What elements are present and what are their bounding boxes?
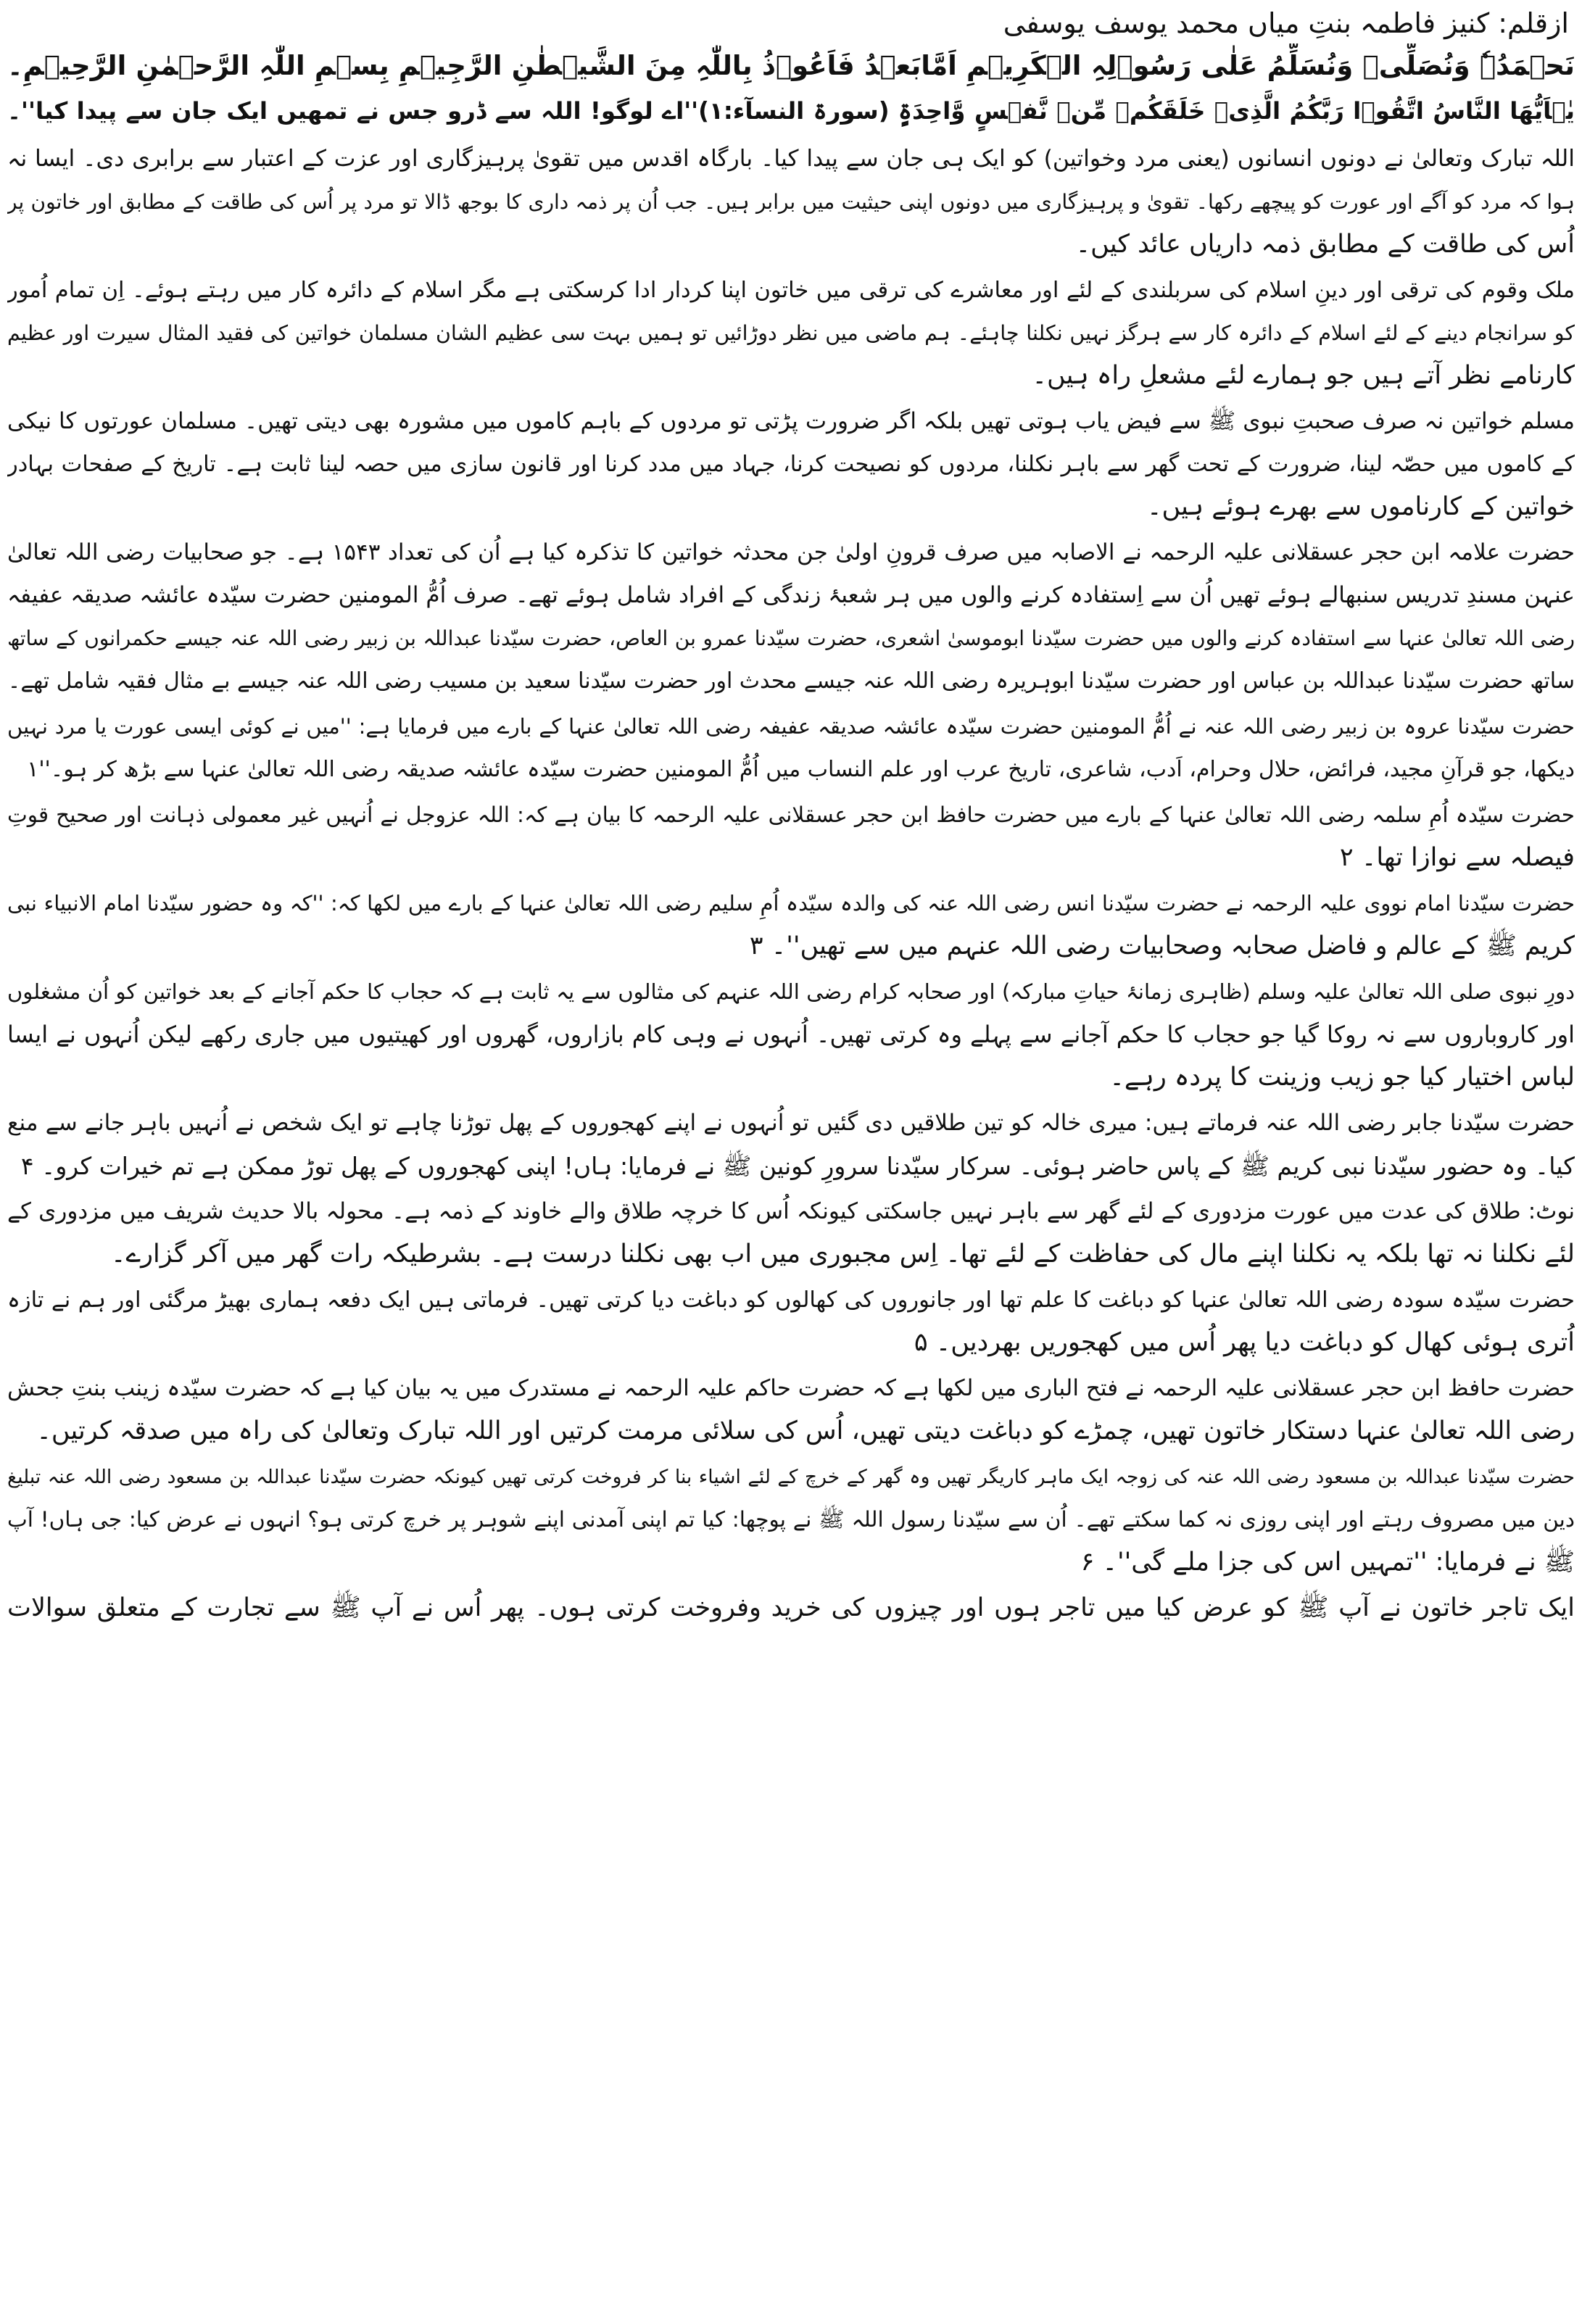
text-line: فیصلہ سے نوازا تھا۔ ۲ — [1339, 843, 1575, 872]
arabic-invocation-line: نَحۡمَدُہٗ وَنُصَلِّیۡ وَنُسَلِّمُ عَلٰی رَسُوۡلِہِ الۡکَرِیۡمِ اَمَّابَعۡدُ فَاَعُوۡذُ بِاللّٰہِ مِنَ الشَّیۡطٰنِ الرَّجِیۡمِ بِسۡمِ اللّٰہِ الرَّحۡمٰنِ الرَّحِیۡمِ۔ — [7, 50, 1575, 81]
paragraph-9 — [7, 1102, 1575, 1187]
text-line: رضی اللہ تعالیٰ عنہا دستکار خاتون تھیں، چمڑے کو دباغت دیتی تھیں، اُس کی سلائی مرمت کرتیں اور اللہ تبارک وتعالیٰ کی راہ میں صدقہ کرتیں۔ — [36, 1416, 1575, 1445]
paragraph-8 — [7, 971, 1575, 1099]
text-line: حضرت سیّدنا امام نووی علیہ الرحمہ نے حضرت سیّدنا انس رضی اللہ عنہ کی والدہ سیّدہ اُمِ سلیم رضی اللہ تعالیٰ عنہا کے بارے میں لکھا کہ: ''کہ وہ حضور سیّدنا امام الانبیاء نبی — [7, 891, 1575, 916]
text-line: کارنامے نظر آتے ہیں جو ہمارے لئے مشعلِ راہ ہیں۔ — [1032, 361, 1575, 390]
text-line: اُس کی طاقت کے مطابق ذمہ داریاں عائد کیں۔ — [1075, 230, 1575, 259]
paragraph-7 — [7, 882, 1575, 968]
paragraph-14 — [7, 1587, 1575, 1630]
text-line: ملک وقوم کی ترقی اور دینِ اسلام کی سربلندی کے لئے اور معاشرے کی ترقی میں خاتون اپنا کردار ادا کرسکتی ہے مگر اسلام کے دائرہ کار میں رہتے ہوئے۔ اِن تمام اُمور — [7, 278, 1575, 303]
text-line: ساتھ حضرت سیّدنا عبداللہ بن عباس اور حضرت سیّدنا ابوہریرہ رضی اللہ عنہ جیسے محدث اور حضرت سیّدنا سعید بن مسیب رضی اللہ عنہ جیسے بے مثال فقیہ شامل تھے۔ — [7, 668, 1575, 694]
text-line: لباس اختیار کیا جو زیب وزینت کا پردہ رہے۔ — [1109, 1063, 1575, 1092]
text-line: حضرت حافظ ابن حجر عسقلانی علیہ الرحمہ نے فتح الباری میں لکھا ہے کہ حضرت حاکم علیہ الرحمہ نے مستدرک میں یہ بیان کیا ہے کہ حضرت سیّدہ زینب بنتِ جحش — [7, 1375, 1575, 1401]
text-line: کے کاموں میں حصّہ لینا، ضرورت کے تحت گھر سے باہر نکلنا، مردوں کو نصیحت کرنا، جہاد میں مدد کرنا اور قانون سازی میں حصہ لینا ثابت ہے۔ تاریخ کے صفحات بہادر — [7, 452, 1575, 477]
text-line: حضرت سیّدنا جابر رضی اللہ عنہ فرماتے ہیں: میری خالہ کو تین طلاقیں دی گئیں تو اُنہوں نے اپنے کھجوروں کے پھل توڑنا چاہے تو ایک شخص نے اُنہیں باہر جانے سے منع — [7, 1110, 1575, 1136]
text-line: ﷺ نے فرمایا: ''تمہیں اس کی جزا ملے گی''۔ ۶ — [1080, 1548, 1575, 1577]
author-byline: ازقلم: کنیز فاطمہ بنتِ میاں محمد یوسف یوسفی — [1003, 7, 1569, 39]
text-line: مسلم خواتین نہ صرف صحبتِ نبوی ﷺ سے فیض یاب ہوتی تھیں بلکہ اگر ضرورت پڑتی تو مردوں کے باہم کاموں میں مشورہ بھی دیتی تھیں۔ مسلمان عورتوں کا نیکی — [7, 408, 1575, 434]
text-line: حضرت سیّدنا عبداللہ بن مسعود رضی اللہ عنہ کی زوجہ ایک ماہر کاریگر تھیں وہ گھر کے خرچ کے لئے اشیاء بنا کر فروخت کرتی تھیں کیونکہ حضرت سیّدنا عبداللہ بن مسعود رضی اللہ عنہ تبلیغ — [7, 1466, 1575, 1488]
paragraph-10 — [7, 1190, 1575, 1276]
text-line: دورِ نبوی صلی اللہ تعالیٰ علیہ وسلم (ظاہری زمانۂ حیاتِ مبارکہ) اور صحابہ کرام رضی اللہ عنہم کی مثالوں سے یہ ثابت ہے کہ حجاب کا حکم آجانے کے بعد خواتین کو اُن مشغلوں — [7, 979, 1575, 1004]
text-line: دیکھا، جو قرآنِ مجید، فرائض، حلال وحرام، اَدب، شاعری، تاریخ عرب اور علم النساب میں اُمُّ المومنین حضرت سیّدہ عائشہ صدیقہ رضی اللہ تعالیٰ عنہا سے بڑھ کر ہو۔''۱ — [27, 757, 1575, 782]
text-line: ایک تاجر خاتون نے آپ ﷺ کو عرض کیا میں تاجر ہوں اور چیزوں کی خرید وفروخت کرتی ہوں۔ پھر اُس نے آپ ﷺ سے تجارت کے متعلق سوالات — [7, 1593, 1575, 1622]
paragraph-6 — [7, 794, 1575, 879]
text-line: حضرت سیّدہ اُمِ سلمہ رضی اللہ تعالیٰ عنہا کے بارے میں حضرت حافظ ابن حجر عسقلانی علیہ الرحمہ کا بیان ہے کہ: اللہ عزوجل نے اُنہیں غیر معمولی ذہانت اور صحیح قوتِ — [7, 802, 1575, 827]
text-line: خواتین کے کارناموں سے بھرے ہوئے ہیں۔ — [1146, 492, 1575, 521]
paragraph-12 — [7, 1367, 1575, 1453]
text-line: ہوا کہ مرد کو آگے اور عورت کو پیچھے رکھا۔ تقویٰ و پرہیزگاری میں دونوں اپنی حیثیت میں برابر ہیں۔ جب اُن پر ذمہ داری کا بوجھ ڈالا تو مرد پر اُس کی طاقت کے مطابق اور خاتون پر — [7, 190, 1575, 214]
text-line: دین میں مصروف رہتے اور اپنی روزی نہ کما سکتے تھے۔ اُن سے سیّدنا رسول اللہ ﷺ نے پوچھا: کیا تم اپنی آمدنی اپنے شوہر پر خرچ کرتی ہو؟ انہوں نے عرض کیا: جی ہاں! آپ — [7, 1507, 1575, 1532]
text-line: حضرت سیّدنا عروہ بن زبیر رضی اللہ عنہ نے اُمُّ المومنین حضرت سیّدہ عائشہ صدیقہ عفیفہ رضی اللہ تعالیٰ عنہا کے بارے میں فرمایا ہے: ''میں نے کوئی ایسی عورت یا مرد نہیں — [7, 714, 1575, 739]
text-line: کو سرانجام دینے کے لئے اسلام کے دائرہ کار سے ہرگز نہیں نکلنا چاہئے۔ ہم ماضی میں نظر دوڑائیں تو ہمیں بہت سی عظیم الشان مسلمان خواتین کی فقید المثال سیرت اور عظیم — [7, 321, 1575, 345]
text-line: کیا۔ وہ حضور سیّدنا نبی کریم ﷺ کے پاس حاضر ہوئی۔ سرکار سیّدنا سرورِ کونین ﷺ نے فرمایا: ہاں! اپنی کھجوروں کے پھل توڑ ممکن ہے تم خیرات کرو۔ ۴ — [20, 1152, 1575, 1180]
paragraph-11 — [7, 1279, 1575, 1364]
text-line: اللہ تبارک وتعالیٰ نے دونوں انسانوں (یعنی مرد وخواتین) کو ایک ہی جان سے پیدا کیا۔ بارگاہ اقدس میں تقویٰ پرہیزگاری اور عزت کے اعتبار سے برابری دی۔ ایسا نہ — [7, 146, 1575, 172]
paragraph-5 — [7, 705, 1575, 791]
text-line: لئے نکلنا نہ تھا بلکہ یہ نکلنا اپنے مال کی حفاظت کے لئے تھا۔ اِس مجبوری میں اب بھی نکلنا درست ہے۔ بشرطیکہ رات گھر میں آکر گزارے۔ — [111, 1240, 1575, 1269]
text-line: رضی اللہ تعالیٰ عنہا سے استفادہ کرنے والوں میں حضرت سیّدنا ابوموسیٰ اشعری، حضرت سیّدنا عمرو بن العاص، حضرت سیّدنا عبداللہ بن زبیر رضی اللہ عنہ جیسے حکمرانوں کے ساتھ — [7, 626, 1575, 650]
text-line: اُتری ہوئی کھال کو دباغت دیا پھر اُس میں کھجوریں بھردیں۔ ۵ — [914, 1328, 1575, 1357]
text-line: حضرت علامہ ابن حجر عسقلانی علیہ الرحمہ نے الاصابہ میں صرف قرونِ اولیٰ جن محدثہ خواتین کا تذکرہ کیا ہے اُن کی تعداد ۱۵۴۳ ہے۔ جو صحابیات رضی اللہ تعالیٰ — [7, 539, 1575, 565]
text-line: حضرت سیّدہ سودہ رضی اللہ تعالیٰ عنہا کو دباغت کا علم تھا اور جانوروں کی کھالوں کو دباغت دیا کرتی تھیں۔ فرماتی ہیں ایک دفعہ ہماری بھیڑ مرگئی اور ہم نے تازہ — [7, 1287, 1575, 1313]
quran-verse-line: یٰۤاَیُّھَا النَّاسُ اتَّقُوۡا رَبَّکُمُ الَّذِیۡ خَلَقَکُمۡ مِّنۡ نَّفۡسٍ وَّاحِدَۃٍ (سورۃ النسآء:۱)''اے لوگو! اللہ سے ڈرو جس نے تمھیں ایک جان سے پیدا کیا''۔ — [7, 97, 1575, 125]
paragraph-4 — [7, 531, 1575, 702]
text-line: عنہن مسندِ تدریس سنبھالے ہوئے تھیں اُن سے اِستفادہ کرنے والوں میں ہر شعبۂ زندگی کے افراد شامل ہوئے تھے۔ صرف اُمُّ المومنین حضرت سیّدہ عائشہ صدیقہ عفیفہ — [7, 582, 1575, 608]
text-line: کریم ﷺ کے عالم و فاضل صحابہ وصحابیات رضی اللہ عنہم میں سے تھیں''۔ ۳ — [749, 931, 1575, 960]
paragraph-1 — [7, 138, 1575, 266]
text-line: اور کاروباروں سے نہ روکا گیا جو حجاب کا حکم آجانے سے پہلے وہ کرتی تھیں۔ اُنہوں نے وہی کام بازاروں، گھروں اور کھیتیوں میں جاری رکھے لیکن اُنہوں نے ایسا — [7, 1021, 1575, 1048]
article-body — [7, 138, 1575, 1630]
paragraph-3 — [7, 400, 1575, 528]
paragraph-2 — [7, 269, 1575, 397]
text-line: نوٹ: طلاق کی عدت میں عورت مزدوری کے لئے گھر سے باہر نہیں جاسکتی کیونکہ اُس کا خرچہ طلاق والے خاوند کے ذمہ ہے۔ محولہ بالا حدیث شریف میں مزدوری کے — [7, 1198, 1575, 1224]
paragraph-13 — [7, 1456, 1575, 1584]
